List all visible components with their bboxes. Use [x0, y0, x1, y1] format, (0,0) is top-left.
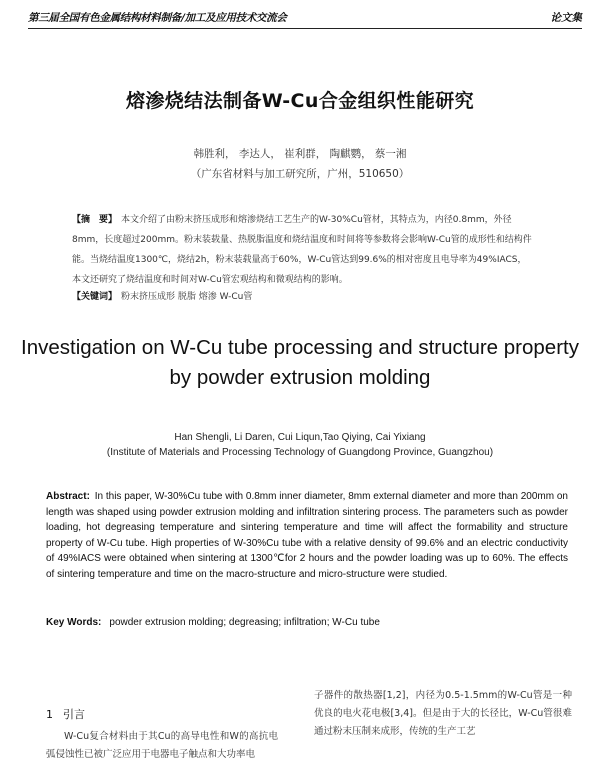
keywords-en-text: powder extrusion molding; degreasing; infiltration; W-Cu tube — [109, 617, 380, 628]
abstract-en-label: Abstract: — [46, 491, 90, 502]
authors-cn: 韩胜利， 李达人， 崔利群， 陶麒鹦， 蔡一湘 — [193, 148, 407, 160]
abstract-en — [46, 489, 568, 583]
abstract-cn-label: 【摘 要】 — [72, 215, 118, 225]
section-title: 引言 — [63, 708, 85, 721]
affiliation-cn: （广东省材料与加工研究所，广州，510650） — [190, 168, 410, 180]
abstract-en-text: In this paper, W-30%Cu tube with 0.8mm inner diameter, 8mm external diameter and more than 200mm on length was shaped using powder extrusion molding and infiltration sintering process. The parameters such as powder loading, hot degreasing temperature and sintering temperature and time will affect the formability and structure property of W-Cu tube. High properties of W-30%Cu tube with a relative density of 99.6% and an electric conductivity of 49%IACS were obtained when sintering at 1300℃for 2 hours and the powder loading was up to 60%. The effects of sintering temperature and time on the macro-structure and micro-structure were studied. — [46, 491, 568, 580]
running-header — [28, 6, 582, 29]
keywords-en — [46, 617, 568, 628]
abstract-cn-text: 本文介绍了由粉末挤压成形和熔渗烧结工艺生产的W-30%Cu管材，其特点为，内径0.8mm，外径8mm，长度超过200mm。粉末装载量、热脱脂温度和烧结温度和时间将等参数将会影响W-Cu管的成形性和结构件能。当烧结温度1300℃，烧结2h，粉末装载量高于60%，W-Cu管达到99.6%的相对密度且电导率为49%IACS，本文还研究了烧结温度和时间对W-Cu管宏观结构和微观结构的影响。 — [72, 215, 532, 285]
affiliation-en: (Institute of Materials and Processing Technology of Guangdong Province, Guangzhou) — [106, 447, 494, 458]
keywords-cn — [72, 289, 532, 302]
conference-title: 第三届全国有色金属结构材料制备/加工及应用技术交流会 — [28, 12, 287, 24]
paper-title-en: Investigation on W-Cu tube processing and structure property by powder extrusion molding — [21, 336, 579, 389]
authors-en: Han Shengli, Li Daren, Cui Liqun,Tao Qiying, Cai Yixiang — [174, 432, 426, 443]
keywords-cn-text: 粉末挤压成形 脱脂 熔渗 W-Cu管 — [121, 292, 253, 302]
body-column-right: 子器件的散热器[1,2]，内径为0.5-1.5mm的W-Cu管是一种优良的电火花电极[3,4]。但是由于大的长径比，W-Cu管很难通过粉末压制来成形，传统的生产工艺 — [314, 690, 572, 737]
section-number: 1 — [46, 708, 53, 721]
body-column-left: W-Cu复合材料由于其Cu的高导电性和W的高抗电弧侵蚀性已被广泛应用于电器电子触点和大功率电 — [46, 731, 278, 760]
keywords-en-label: Key Words: — [46, 617, 102, 628]
abstract-cn — [72, 210, 532, 290]
proceedings-label: 论文集 — [550, 12, 582, 24]
keywords-cn-label: 【关键词】 — [72, 292, 118, 302]
section-heading — [46, 706, 85, 722]
paper-title-cn: 熔渗烧结法制备W-Cu合金组织性能研究 — [125, 90, 475, 112]
